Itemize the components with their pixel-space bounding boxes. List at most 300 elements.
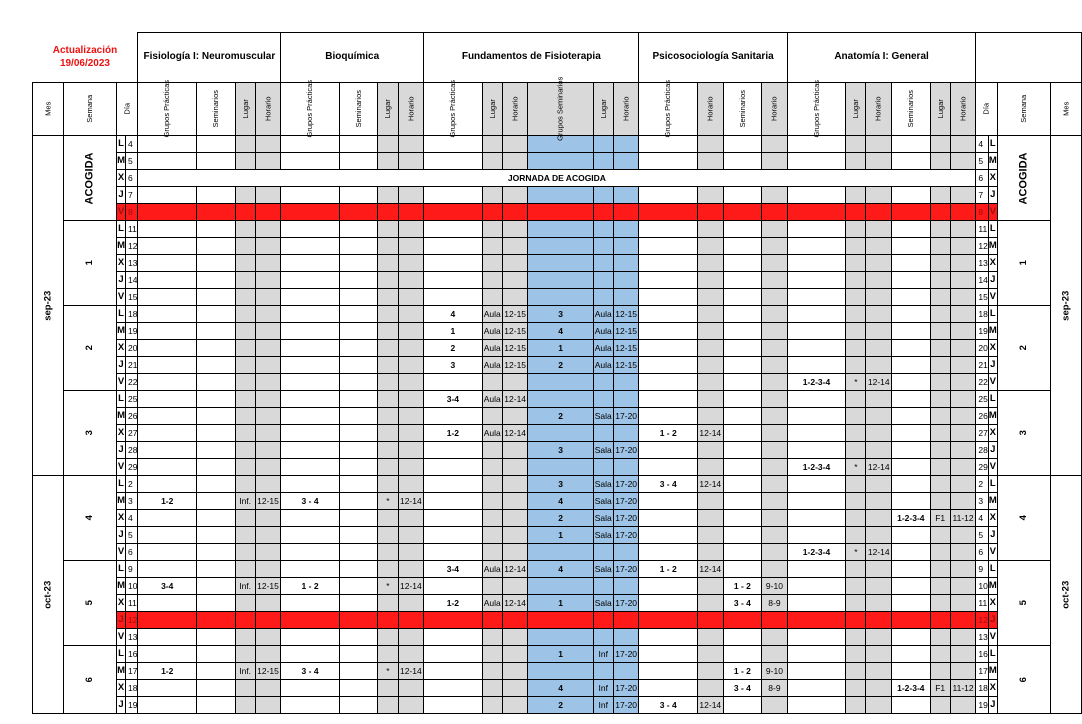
table-cell bbox=[235, 680, 255, 697]
table-cell bbox=[235, 425, 255, 442]
table-cell: 1-2-3-4 bbox=[892, 510, 931, 527]
table-cell bbox=[846, 357, 866, 374]
table-cell bbox=[866, 476, 892, 493]
table-cell bbox=[424, 255, 483, 272]
table-cell bbox=[866, 663, 892, 680]
day-letter-right: X bbox=[988, 255, 997, 272]
day-letter: M bbox=[117, 578, 126, 595]
table-cell bbox=[613, 136, 639, 153]
table-cell bbox=[787, 204, 846, 221]
table-cell bbox=[762, 425, 788, 442]
table-cell bbox=[398, 459, 424, 476]
table-cell bbox=[235, 187, 255, 204]
table-cell bbox=[950, 187, 976, 204]
table-cell bbox=[398, 357, 424, 374]
table-cell bbox=[378, 459, 398, 476]
table-cell bbox=[235, 306, 255, 323]
day-letter: M bbox=[117, 153, 126, 170]
table-cell bbox=[255, 153, 281, 170]
day-number-right: 2 bbox=[976, 476, 988, 493]
table-cell bbox=[138, 476, 197, 493]
table-cell bbox=[866, 629, 892, 646]
day-number: 2 bbox=[125, 476, 137, 493]
day-letter: V bbox=[117, 544, 126, 561]
table-cell bbox=[482, 136, 502, 153]
table-cell bbox=[846, 578, 866, 595]
table-cell bbox=[866, 153, 892, 170]
table-cell bbox=[866, 255, 892, 272]
day-number: 12 bbox=[125, 238, 137, 255]
table-cell bbox=[698, 663, 724, 680]
table-cell: 12-14 bbox=[502, 425, 528, 442]
table-cell bbox=[723, 391, 762, 408]
table-cell bbox=[255, 323, 281, 340]
table-cell bbox=[593, 221, 613, 238]
day-letter-right: J bbox=[988, 612, 997, 629]
table-cell bbox=[866, 527, 892, 544]
table-cell bbox=[723, 425, 762, 442]
table-cell bbox=[398, 374, 424, 391]
day-letter-right: L bbox=[988, 136, 997, 153]
table-cell bbox=[639, 306, 698, 323]
table-cell bbox=[892, 136, 931, 153]
table-cell bbox=[502, 153, 528, 170]
table-cell bbox=[930, 663, 950, 680]
table-cell bbox=[762, 391, 788, 408]
col-mes: Mes bbox=[33, 83, 64, 136]
table-cell bbox=[787, 357, 846, 374]
col-psi-seminarios: Seminarios bbox=[723, 83, 762, 136]
header-row-columns bbox=[33, 83, 1082, 136]
day-letter-right: X bbox=[988, 425, 997, 442]
table-cell bbox=[339, 238, 378, 255]
table-row bbox=[33, 578, 1082, 595]
table-cell bbox=[639, 612, 698, 629]
table-cell bbox=[930, 306, 950, 323]
table-cell bbox=[138, 306, 197, 323]
table-cell bbox=[138, 204, 197, 221]
table-cell bbox=[378, 340, 398, 357]
table-cell bbox=[138, 408, 197, 425]
col-fun-horario-sem: Horario bbox=[613, 83, 639, 136]
table-cell bbox=[613, 663, 639, 680]
table-cell: 1-2 bbox=[138, 663, 197, 680]
table-cell: 8-9 bbox=[762, 680, 788, 697]
table-cell bbox=[762, 408, 788, 425]
table-row bbox=[33, 306, 1082, 323]
table-cell bbox=[502, 221, 528, 238]
table-cell bbox=[950, 646, 976, 663]
table-cell bbox=[235, 646, 255, 663]
table-cell bbox=[846, 408, 866, 425]
table-cell bbox=[950, 323, 976, 340]
table-cell bbox=[482, 408, 502, 425]
table-cell bbox=[930, 578, 950, 595]
table-cell bbox=[950, 408, 976, 425]
day-number-right: 11 bbox=[976, 221, 988, 238]
table-cell bbox=[528, 629, 593, 646]
day-letter-right: J bbox=[988, 527, 997, 544]
table-cell bbox=[930, 646, 950, 663]
table-cell bbox=[138, 697, 197, 714]
table-cell bbox=[255, 374, 281, 391]
table-cell: Aula bbox=[593, 357, 613, 374]
table-cell bbox=[593, 289, 613, 306]
table-cell bbox=[846, 629, 866, 646]
table-cell bbox=[892, 221, 931, 238]
table-cell bbox=[846, 646, 866, 663]
table-cell: 12-14 bbox=[866, 374, 892, 391]
table-cell: Sala bbox=[593, 510, 613, 527]
table-cell bbox=[950, 425, 976, 442]
col-psi-horario2: Horario bbox=[762, 83, 788, 136]
col-fun-lugar-sem: Lugar bbox=[593, 83, 613, 136]
table-cell bbox=[639, 442, 698, 459]
table-cell bbox=[398, 697, 424, 714]
table-cell: 12-14 bbox=[502, 595, 528, 612]
day-letter-right: L bbox=[988, 476, 997, 493]
table-cell bbox=[787, 578, 846, 595]
table-cell bbox=[378, 442, 398, 459]
col-ana-grupos: Grupos Prácticas bbox=[787, 83, 846, 136]
table-cell bbox=[255, 476, 281, 493]
day-letter: L bbox=[117, 306, 126, 323]
table-cell bbox=[846, 510, 866, 527]
table-cell bbox=[482, 544, 502, 561]
table-cell bbox=[398, 476, 424, 493]
table-cell bbox=[593, 663, 613, 680]
table-cell bbox=[196, 493, 235, 510]
table-cell bbox=[866, 204, 892, 221]
table-cell: Aula bbox=[482, 306, 502, 323]
table-cell bbox=[762, 204, 788, 221]
table-cell bbox=[787, 527, 846, 544]
table-cell bbox=[196, 646, 235, 663]
table-cell bbox=[424, 612, 483, 629]
table-cell bbox=[482, 374, 502, 391]
table-cell bbox=[502, 442, 528, 459]
day-letter: J bbox=[117, 187, 126, 204]
table-cell: * bbox=[378, 663, 398, 680]
table-cell bbox=[424, 289, 483, 306]
col-semana: Semana bbox=[64, 83, 117, 136]
table-cell bbox=[723, 612, 762, 629]
table-cell bbox=[846, 680, 866, 697]
table-cell bbox=[235, 697, 255, 714]
table-row bbox=[33, 153, 1082, 170]
table-cell bbox=[866, 612, 892, 629]
col-fis-lugar: Lugar bbox=[235, 83, 255, 136]
table-cell bbox=[398, 272, 424, 289]
table-cell bbox=[930, 493, 950, 510]
table-row bbox=[33, 646, 1082, 663]
table-cell: 12-15 bbox=[613, 306, 639, 323]
table-cell bbox=[930, 425, 950, 442]
table-cell bbox=[235, 595, 255, 612]
update-date: 19/06/2023 bbox=[59, 58, 110, 70]
table-cell bbox=[138, 391, 197, 408]
table-cell bbox=[196, 629, 235, 646]
table-cell bbox=[698, 527, 724, 544]
table-cell bbox=[723, 561, 762, 578]
table-cell: Inf bbox=[593, 680, 613, 697]
table-cell bbox=[930, 561, 950, 578]
day-number-right: 6 bbox=[976, 544, 988, 561]
table-cell: 4 bbox=[528, 680, 593, 697]
day-number: 19 bbox=[125, 323, 137, 340]
table-cell bbox=[950, 204, 976, 221]
table-cell bbox=[378, 680, 398, 697]
table-cell bbox=[639, 391, 698, 408]
table-cell: 1-2-3-4 bbox=[787, 374, 846, 391]
table-cell bbox=[892, 578, 931, 595]
table-cell bbox=[502, 510, 528, 527]
table-cell bbox=[698, 680, 724, 697]
day-number: 8 bbox=[125, 204, 137, 221]
table-cell: * bbox=[378, 493, 398, 510]
table-cell bbox=[502, 459, 528, 476]
table-cell bbox=[138, 187, 197, 204]
day-number-right: 15 bbox=[976, 289, 988, 306]
week-label: 1 bbox=[64, 221, 117, 306]
table-cell bbox=[593, 204, 613, 221]
table-cell bbox=[787, 272, 846, 289]
table-cell bbox=[235, 459, 255, 476]
table-cell bbox=[398, 391, 424, 408]
col-fun-lugar: Lugar bbox=[482, 83, 502, 136]
day-number-right: 10 bbox=[976, 578, 988, 595]
table-cell bbox=[762, 357, 788, 374]
table-cell bbox=[639, 153, 698, 170]
table-cell: Aula bbox=[482, 561, 502, 578]
table-cell bbox=[502, 374, 528, 391]
table-cell bbox=[613, 238, 639, 255]
table-cell bbox=[787, 629, 846, 646]
table-cell bbox=[950, 629, 976, 646]
table-cell bbox=[762, 374, 788, 391]
table-cell bbox=[281, 510, 340, 527]
table-cell bbox=[482, 680, 502, 697]
table-cell bbox=[639, 680, 698, 697]
table-cell bbox=[723, 238, 762, 255]
table-cell bbox=[339, 680, 378, 697]
table-cell: 1 bbox=[424, 323, 483, 340]
table-cell: Sala bbox=[593, 442, 613, 459]
table-cell bbox=[723, 527, 762, 544]
table-cell bbox=[378, 391, 398, 408]
subject-anatomia: Anatomía I: General bbox=[787, 33, 976, 83]
table-cell bbox=[281, 306, 340, 323]
table-cell bbox=[339, 153, 378, 170]
table-cell bbox=[892, 255, 931, 272]
table-cell bbox=[502, 255, 528, 272]
table-cell bbox=[196, 663, 235, 680]
table-cell bbox=[378, 697, 398, 714]
subject-blank bbox=[976, 33, 1082, 83]
table-cell bbox=[846, 612, 866, 629]
day-letter-right: J bbox=[988, 442, 997, 459]
table-cell bbox=[138, 595, 197, 612]
table-cell bbox=[255, 289, 281, 306]
day-number: 4 bbox=[125, 510, 137, 527]
table-cell bbox=[930, 612, 950, 629]
table-cell bbox=[424, 442, 483, 459]
table-cell bbox=[424, 629, 483, 646]
table-cell bbox=[255, 544, 281, 561]
table-cell: 12-15 bbox=[502, 306, 528, 323]
table-cell bbox=[196, 340, 235, 357]
day-letter: J bbox=[117, 612, 126, 629]
day-number: 13 bbox=[125, 629, 137, 646]
table-cell bbox=[398, 680, 424, 697]
table-cell bbox=[762, 153, 788, 170]
day-number: 3 bbox=[125, 493, 137, 510]
day-number: 6 bbox=[125, 544, 137, 561]
table-cell: 3 bbox=[528, 476, 593, 493]
day-letter-right: L bbox=[988, 221, 997, 238]
table-row bbox=[33, 391, 1082, 408]
table-cell: 3 - 4 bbox=[723, 595, 762, 612]
table-cell bbox=[762, 510, 788, 527]
day-letter-right: M bbox=[988, 578, 997, 595]
table-row bbox=[33, 340, 1082, 357]
table-cell bbox=[639, 187, 698, 204]
day-letter: X bbox=[117, 340, 126, 357]
table-cell bbox=[698, 374, 724, 391]
table-cell bbox=[892, 408, 931, 425]
table-cell: Inf bbox=[593, 697, 613, 714]
table-cell: Aula bbox=[482, 357, 502, 374]
table-cell bbox=[196, 136, 235, 153]
day-letter-right: X bbox=[988, 510, 997, 527]
day-number: 18 bbox=[125, 306, 137, 323]
table-cell bbox=[528, 391, 593, 408]
table-cell bbox=[378, 238, 398, 255]
table-cell bbox=[930, 408, 950, 425]
table-cell bbox=[787, 136, 846, 153]
day-letter-right: J bbox=[988, 697, 997, 714]
table-cell: Sala bbox=[593, 493, 613, 510]
table-cell bbox=[482, 204, 502, 221]
table-cell bbox=[892, 187, 931, 204]
table-cell bbox=[502, 289, 528, 306]
table-cell bbox=[281, 391, 340, 408]
day-letter-right: V bbox=[988, 459, 997, 476]
table-cell bbox=[639, 289, 698, 306]
table-row bbox=[33, 357, 1082, 374]
table-cell bbox=[528, 153, 593, 170]
day-number-right: 20 bbox=[976, 340, 988, 357]
table-cell bbox=[892, 646, 931, 663]
table-cell bbox=[528, 204, 593, 221]
table-cell bbox=[950, 697, 976, 714]
table-cell bbox=[639, 357, 698, 374]
day-letter: L bbox=[117, 561, 126, 578]
table-cell bbox=[892, 153, 931, 170]
table-cell bbox=[255, 136, 281, 153]
table-cell: 12-14 bbox=[866, 459, 892, 476]
table-cell bbox=[424, 493, 483, 510]
day-number: 5 bbox=[125, 153, 137, 170]
table-cell: 1 - 2 bbox=[281, 578, 340, 595]
table-cell: 12-14 bbox=[866, 544, 892, 561]
table-cell bbox=[950, 578, 976, 595]
table-cell bbox=[235, 442, 255, 459]
day-letter: X bbox=[117, 255, 126, 272]
table-cell bbox=[762, 136, 788, 153]
col-ana-horario2: Horario bbox=[950, 83, 976, 136]
table-cell bbox=[593, 391, 613, 408]
table-cell bbox=[723, 442, 762, 459]
table-cell bbox=[613, 153, 639, 170]
day-number-right: 8 bbox=[976, 204, 988, 221]
table-cell: 2 bbox=[528, 408, 593, 425]
table-cell bbox=[502, 578, 528, 595]
table-cell bbox=[613, 289, 639, 306]
table-cell: 12-15 bbox=[255, 578, 281, 595]
table-cell bbox=[787, 442, 846, 459]
table-cell: Aula bbox=[482, 391, 502, 408]
table-cell bbox=[723, 272, 762, 289]
table-cell bbox=[723, 493, 762, 510]
table-cell bbox=[762, 476, 788, 493]
table-cell bbox=[930, 289, 950, 306]
table-row bbox=[33, 527, 1082, 544]
day-number-right: 12 bbox=[976, 238, 988, 255]
table-cell bbox=[196, 255, 235, 272]
table-cell bbox=[639, 510, 698, 527]
table-cell: 3 - 4 bbox=[281, 663, 340, 680]
table-cell bbox=[138, 561, 197, 578]
day-number-right: 3 bbox=[976, 493, 988, 510]
col-dia: Día bbox=[117, 83, 138, 136]
day-number: 7 bbox=[125, 187, 137, 204]
table-cell bbox=[255, 306, 281, 323]
table-cell bbox=[424, 136, 483, 153]
table-cell bbox=[866, 408, 892, 425]
table-cell bbox=[639, 493, 698, 510]
table-cell bbox=[196, 561, 235, 578]
table-cell: 17-20 bbox=[613, 493, 639, 510]
table-cell bbox=[639, 272, 698, 289]
table-cell bbox=[723, 629, 762, 646]
day-number-right: 9 bbox=[976, 561, 988, 578]
day-letter-right: X bbox=[988, 340, 997, 357]
month-label: oct-23 bbox=[33, 476, 64, 714]
table-cell bbox=[593, 459, 613, 476]
table-cell bbox=[528, 221, 593, 238]
table-cell bbox=[424, 374, 483, 391]
table-cell bbox=[138, 425, 197, 442]
col-fun-grupos: Grupos Prácticas bbox=[424, 83, 483, 136]
table-cell bbox=[235, 323, 255, 340]
col-ana-seminarios: Seminarios bbox=[892, 83, 931, 136]
table-cell bbox=[378, 646, 398, 663]
subject-psicosociologia: Psicosociología Sanitaria bbox=[639, 33, 787, 83]
table-cell bbox=[255, 357, 281, 374]
table-cell bbox=[723, 306, 762, 323]
table-cell bbox=[723, 408, 762, 425]
day-letter-right: J bbox=[988, 187, 997, 204]
table-cell: 3-4 bbox=[424, 561, 483, 578]
table-cell bbox=[787, 612, 846, 629]
table-cell bbox=[235, 153, 255, 170]
table-cell bbox=[196, 204, 235, 221]
table-cell bbox=[235, 238, 255, 255]
day-letter-right: X bbox=[988, 680, 997, 697]
table-cell bbox=[866, 289, 892, 306]
table-cell bbox=[762, 561, 788, 578]
